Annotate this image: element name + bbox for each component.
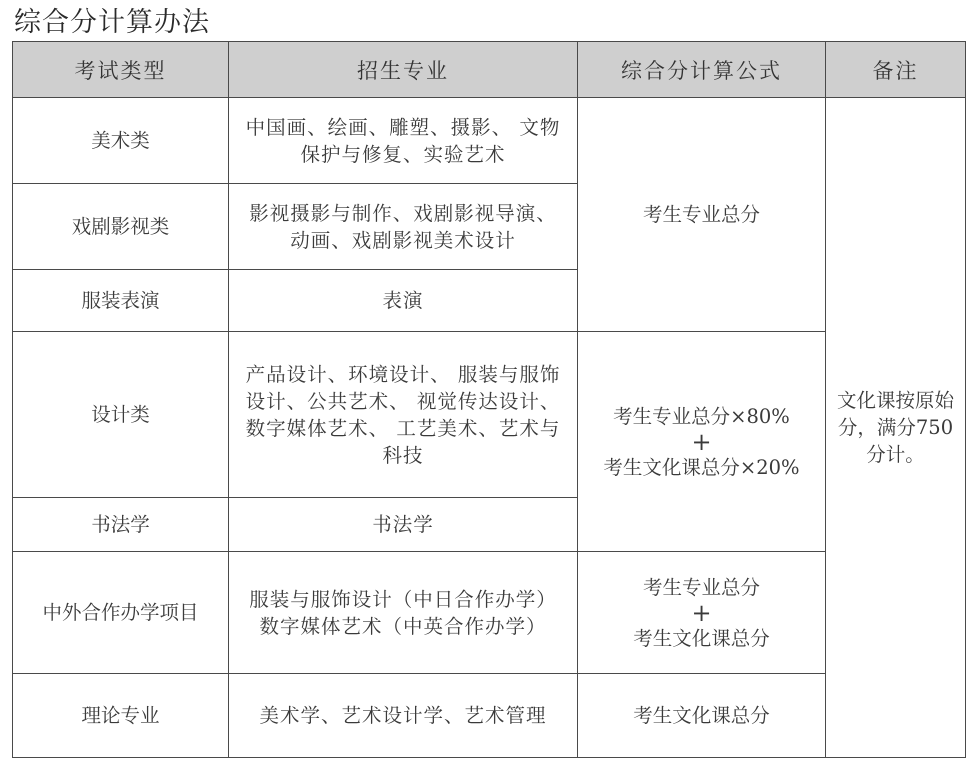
formula-cell bbox=[578, 552, 826, 674]
header-exam-type: 考试类型 bbox=[13, 42, 229, 98]
formula-cell: 考生专业总分 bbox=[578, 98, 826, 332]
major-cell: 影视摄影与制作、戏剧影视导演、 动画、戏剧影视美术设计 bbox=[229, 184, 578, 270]
page-title: 综合分计算办法 bbox=[14, 7, 210, 38]
table-header-row bbox=[13, 42, 966, 98]
major-cell: 中国画、绘画、雕塑、摄影、 文物保护与修复、实验艺术 bbox=[229, 98, 578, 184]
formula-cell: 考生文化课总分 bbox=[578, 674, 826, 758]
header-formula: 综合分计算公式 bbox=[578, 42, 826, 98]
major-cell: 书法学 bbox=[229, 498, 578, 552]
scoring-method-table bbox=[12, 41, 966, 758]
exam-type-cell: 中外合作办学项目 bbox=[13, 552, 229, 674]
formula-professional-part: 考生专业总分 bbox=[642, 575, 760, 599]
table-row bbox=[13, 552, 966, 674]
formula-cultural-part: 考生文化课总分×20% bbox=[603, 455, 800, 479]
exam-type-cell: 设计类 bbox=[13, 332, 229, 498]
formula-professional-part: 考生专业总分×80% bbox=[613, 404, 790, 428]
table-row bbox=[13, 332, 966, 498]
exam-type-cell: 理论专业 bbox=[13, 674, 229, 758]
plus-sign: + bbox=[691, 427, 712, 456]
exam-type-cell: 戏剧影视类 bbox=[13, 184, 229, 270]
exam-type-cell: 书法学 bbox=[13, 498, 229, 552]
header-major: 招生专业 bbox=[229, 42, 578, 98]
major-cell: 表演 bbox=[229, 270, 578, 332]
major-cell: 产品设计、环境设计、 服装与服饰设计、公共艺术、 视觉传达设计、数字媒体艺术、 工艺美术、艺术与科技 bbox=[229, 332, 578, 498]
formula-cell bbox=[578, 332, 826, 552]
plus-sign: + bbox=[691, 598, 712, 627]
table-row bbox=[13, 674, 966, 758]
major-cell: 美术学、艺术设计学、艺术管理 bbox=[229, 674, 578, 758]
exam-type-cell: 服装表演 bbox=[13, 270, 229, 332]
formula-cultural-part: 考生文化课总分 bbox=[633, 626, 770, 650]
exam-type-cell: 美术类 bbox=[13, 98, 229, 184]
header-remark: 备注 bbox=[826, 42, 966, 98]
table-row bbox=[13, 98, 966, 184]
remark-cell: 文化课按原始分，满分750分计。 bbox=[826, 98, 966, 758]
major-cell: 服装与服饰设计（中日合作办学） 数字媒体艺术（中英合作办学） bbox=[229, 552, 578, 674]
